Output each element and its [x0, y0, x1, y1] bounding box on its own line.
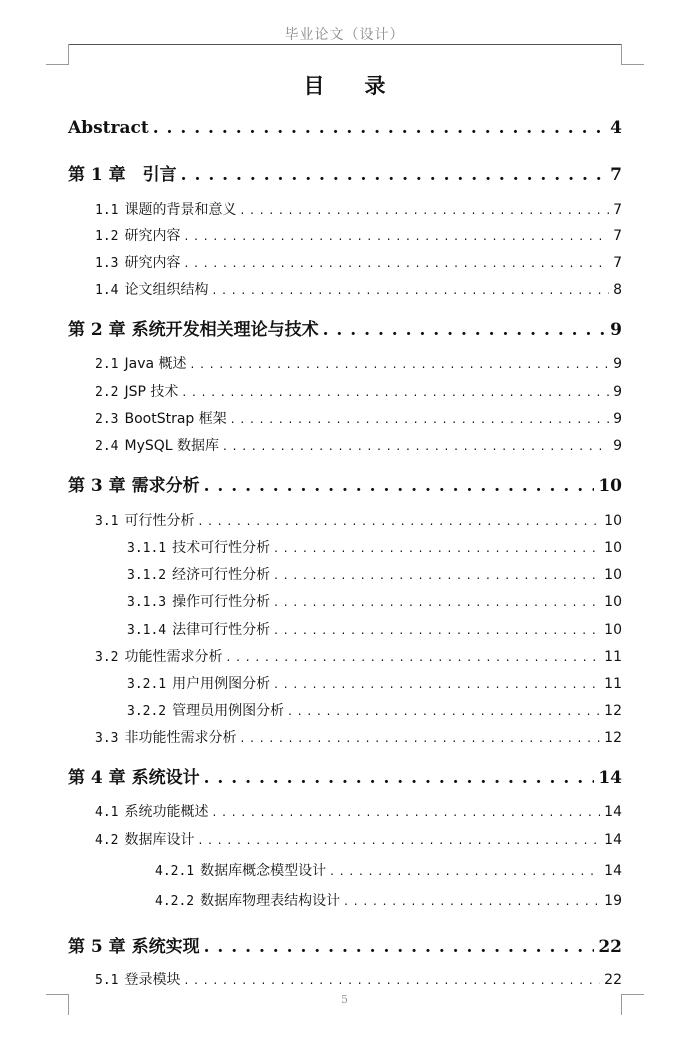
toc-leader-dots	[231, 412, 609, 426]
toc-leader-dots	[204, 937, 595, 957]
toc-leader-dots	[204, 476, 595, 496]
header-rule	[68, 44, 621, 45]
toc-entry-page: 19	[604, 893, 622, 909]
toc-leader-dots	[240, 203, 609, 217]
toc-entry-label	[95, 252, 180, 272]
toc-leader-dots	[330, 864, 600, 878]
toc-entry[interactable]	[95, 801, 622, 821]
toc-entry-page: 10	[604, 513, 622, 529]
toc-entry-label	[95, 646, 222, 666]
toc-entry[interactable]	[95, 381, 622, 401]
toc-title	[0, 70, 689, 100]
toc-entry-page: 7	[613, 202, 622, 218]
toc-entry-label	[95, 727, 236, 747]
toc-entry-number: 1.4	[95, 283, 119, 298]
toc-entry[interactable]	[95, 279, 622, 299]
toc-leader-dots	[274, 623, 600, 637]
toc-entry-text: 系统功能概述	[124, 804, 209, 820]
toc-entry[interactable]	[68, 315, 622, 340]
toc-leader-dots	[182, 385, 609, 399]
toc-leader-dots	[226, 650, 600, 664]
toc-entry[interactable]	[68, 932, 622, 957]
toc-entry[interactable]	[95, 199, 622, 219]
toc-entry-text: 数据库物理表结构设计	[200, 893, 341, 909]
toc-entry[interactable]	[68, 763, 622, 788]
toc-entry[interactable]	[95, 225, 622, 245]
toc-leader-dots	[274, 568, 600, 582]
toc-entry-number: 4.1	[95, 805, 119, 820]
toc-entry[interactable]	[95, 408, 622, 428]
toc-leader-dots	[191, 357, 610, 371]
toc-entry-page: 7	[610, 165, 622, 185]
page-number: 5	[341, 993, 348, 1006]
toc-leader-dots	[323, 320, 607, 340]
toc-entry-page: 4	[610, 118, 622, 138]
toc-entry-text: 登录模块	[124, 972, 181, 988]
toc-entry-label	[95, 199, 236, 219]
toc-leader-dots	[184, 229, 609, 243]
toc-entry-label	[95, 435, 219, 455]
toc-entry-label	[68, 471, 200, 496]
toc-entry-label	[127, 673, 270, 693]
toc-leader-dots	[288, 704, 600, 718]
toc-entry-label	[68, 315, 319, 340]
toc-entry-text: 功能性需求分析	[124, 649, 223, 665]
toc-entry-page: 14	[604, 832, 622, 848]
corner-mark-top-right	[621, 44, 644, 65]
toc-entry-label	[95, 408, 227, 428]
toc-entry-number: 4.2.2	[155, 894, 195, 909]
toc-entry-label	[95, 381, 178, 401]
toc-title-char-2: 录	[364, 73, 386, 98]
toc-entry-text: JSP 技术	[124, 384, 179, 400]
toc-entry-label	[95, 801, 208, 821]
toc-entry-label	[68, 932, 200, 957]
toc-leader-dots	[212, 283, 609, 297]
toc-entry-text: 数据库设计	[124, 832, 195, 848]
toc-entry-text: 操作可行性分析	[172, 594, 271, 610]
toc-entry-text: 研究内容	[124, 255, 181, 271]
toc-entry-label	[68, 118, 149, 138]
toc-entry-label	[95, 829, 194, 849]
toc-entry-label	[95, 225, 180, 245]
toc-entry-label	[127, 700, 284, 720]
toc-entry-text: Abstract	[68, 118, 149, 138]
toc-entry[interactable]	[68, 160, 622, 185]
toc-entry-text: BootStrap 框架	[124, 411, 227, 427]
toc-leader-dots	[153, 118, 606, 138]
toc-leader-dots	[184, 973, 600, 987]
toc-entry[interactable]	[127, 700, 622, 720]
toc-entry-page: 9	[610, 320, 622, 340]
toc-entry-text: 用户用例图分析	[172, 676, 271, 692]
toc-entry-number: 3.2.1	[127, 677, 167, 692]
toc-entry-text: 技术可行性分析	[172, 540, 271, 556]
toc-entry-page: 11	[604, 649, 622, 665]
toc-entry-number: 3.1.3	[127, 595, 167, 610]
toc-entry-text: 第 5 章 系统实现	[68, 937, 200, 957]
toc-entry-number: 2.3	[95, 412, 119, 427]
toc-entry[interactable]	[127, 591, 622, 611]
toc-entry-label	[127, 537, 270, 557]
toc-entry-label	[95, 510, 194, 530]
toc-entry-number: 4.2.1	[155, 864, 195, 879]
toc-entry-text: 数据库概念模型设计	[200, 863, 327, 879]
toc-entry-label	[68, 160, 177, 185]
toc-leader-dots	[212, 805, 600, 819]
toc-entry[interactable]	[68, 471, 622, 496]
toc-entry[interactable]	[95, 353, 622, 373]
toc-leader-dots	[184, 256, 609, 270]
toc-entry[interactable]	[95, 727, 622, 747]
toc-entry-page: 10	[604, 540, 622, 556]
toc-entry-text: 课题的背景和意义	[124, 202, 237, 218]
toc-entry-page: 22	[604, 972, 622, 988]
toc-entry[interactable]	[127, 537, 622, 557]
toc-entry[interactable]	[95, 829, 622, 849]
toc-entry-number: 4.2	[95, 833, 119, 848]
toc-leader-dots	[274, 595, 600, 609]
toc-entry-label	[155, 890, 340, 910]
toc-entry-text: 可行性分析	[124, 513, 195, 529]
toc-entry[interactable]	[155, 890, 622, 910]
toc-entry-page: 11	[604, 676, 622, 692]
toc-entry-label	[68, 763, 200, 788]
toc-entry-page: 10	[604, 622, 622, 638]
toc-entry[interactable]	[95, 969, 622, 989]
toc-entry-label	[95, 969, 180, 989]
toc-entry-text: 经济可行性分析	[172, 567, 271, 583]
toc-entry-number: 3.1.2	[127, 568, 167, 583]
toc-entry-number: 1.3	[95, 256, 119, 271]
toc-entry-number: 2.1	[95, 357, 119, 372]
toc-entry-number: 5.1	[95, 973, 119, 988]
page-header: 毕业论文（设计）	[284, 27, 405, 43]
toc-entry-page: 12	[604, 703, 622, 719]
toc-entry-page: 10	[604, 594, 622, 610]
toc-entry-number: 2.4	[95, 439, 119, 454]
toc-entry-label	[95, 279, 208, 299]
toc-entry[interactable]	[68, 118, 622, 138]
toc-entry-label	[127, 619, 270, 639]
toc-entry-number: 3.1	[95, 514, 119, 529]
toc-entry[interactable]	[95, 510, 622, 530]
toc-entry-text: 法律可行性分析	[172, 622, 271, 638]
toc-entry-label	[127, 591, 270, 611]
toc-entry-page: 9	[613, 438, 622, 454]
toc-entry-page: 12	[604, 730, 622, 746]
toc-entry-text: 论文组织结构	[124, 282, 209, 298]
toc-entry-text: 非功能性需求分析	[124, 730, 237, 746]
toc-entry-number: 2.2	[95, 385, 119, 400]
toc-entry-page: 9	[613, 384, 622, 400]
toc-entry-label	[95, 353, 187, 373]
toc-entry-text: 第 1 章 引言	[68, 165, 177, 185]
toc-entry-page: 14	[598, 768, 622, 788]
toc-entry-page: 7	[613, 228, 622, 244]
toc-entry-page: 22	[598, 937, 622, 957]
toc-entry[interactable]	[155, 860, 622, 880]
toc-entry-text: MySQL 数据库	[124, 438, 220, 454]
toc-entry[interactable]	[95, 435, 622, 455]
toc-entry-text: 研究内容	[124, 228, 181, 244]
toc-leader-dots	[181, 165, 606, 185]
corner-mark-top-left	[46, 44, 69, 65]
toc-entry[interactable]	[95, 252, 622, 272]
toc-leader-dots	[204, 768, 595, 788]
toc-entry-number: 3.2.2	[127, 704, 167, 719]
toc-entry-number: 3.1.1	[127, 541, 167, 556]
toc-entry-text: 第 2 章 系统开发相关理论与技术	[68, 320, 319, 340]
toc-entry-number: 3.2	[95, 650, 119, 665]
toc-entry-number: 1.1	[95, 203, 119, 218]
toc-leader-dots	[198, 514, 600, 528]
toc-entry-text: 第 4 章 系统设计	[68, 768, 200, 788]
toc-leader-dots	[240, 731, 600, 745]
toc-entry-page: 10	[604, 567, 622, 583]
toc-leader-dots	[274, 541, 600, 555]
toc-entry-page: 9	[613, 356, 622, 372]
toc-entry[interactable]	[95, 646, 622, 666]
toc-entry-page: 14	[604, 804, 622, 820]
toc-leader-dots	[223, 439, 609, 453]
toc-entry-text: Java 概述	[124, 356, 187, 372]
toc-entry-page: 7	[613, 255, 622, 271]
toc-entry-label	[127, 564, 270, 584]
toc-entry-text: 管理员用例图分析	[172, 703, 285, 719]
toc-leader-dots	[198, 833, 600, 847]
toc-entry-page: 9	[613, 411, 622, 427]
toc-entry[interactable]	[127, 673, 622, 693]
toc-title-char-1: 目	[303, 73, 325, 98]
toc-entry[interactable]	[127, 564, 622, 584]
toc-entry[interactable]	[127, 619, 622, 639]
toc-leader-dots	[344, 894, 600, 908]
toc-entry-number: 3.1.4	[127, 623, 167, 638]
toc-entry-number: 3.3	[95, 731, 119, 746]
toc-leader-dots	[274, 677, 600, 691]
toc-entry-page: 10	[598, 476, 622, 496]
toc-entry-number: 1.2	[95, 229, 119, 244]
toc-entry-label	[155, 860, 326, 880]
toc-entry-text: 第 3 章 需求分析	[68, 476, 200, 496]
toc-entry-page: 8	[613, 282, 622, 298]
toc-entry-page: 14	[604, 863, 622, 879]
